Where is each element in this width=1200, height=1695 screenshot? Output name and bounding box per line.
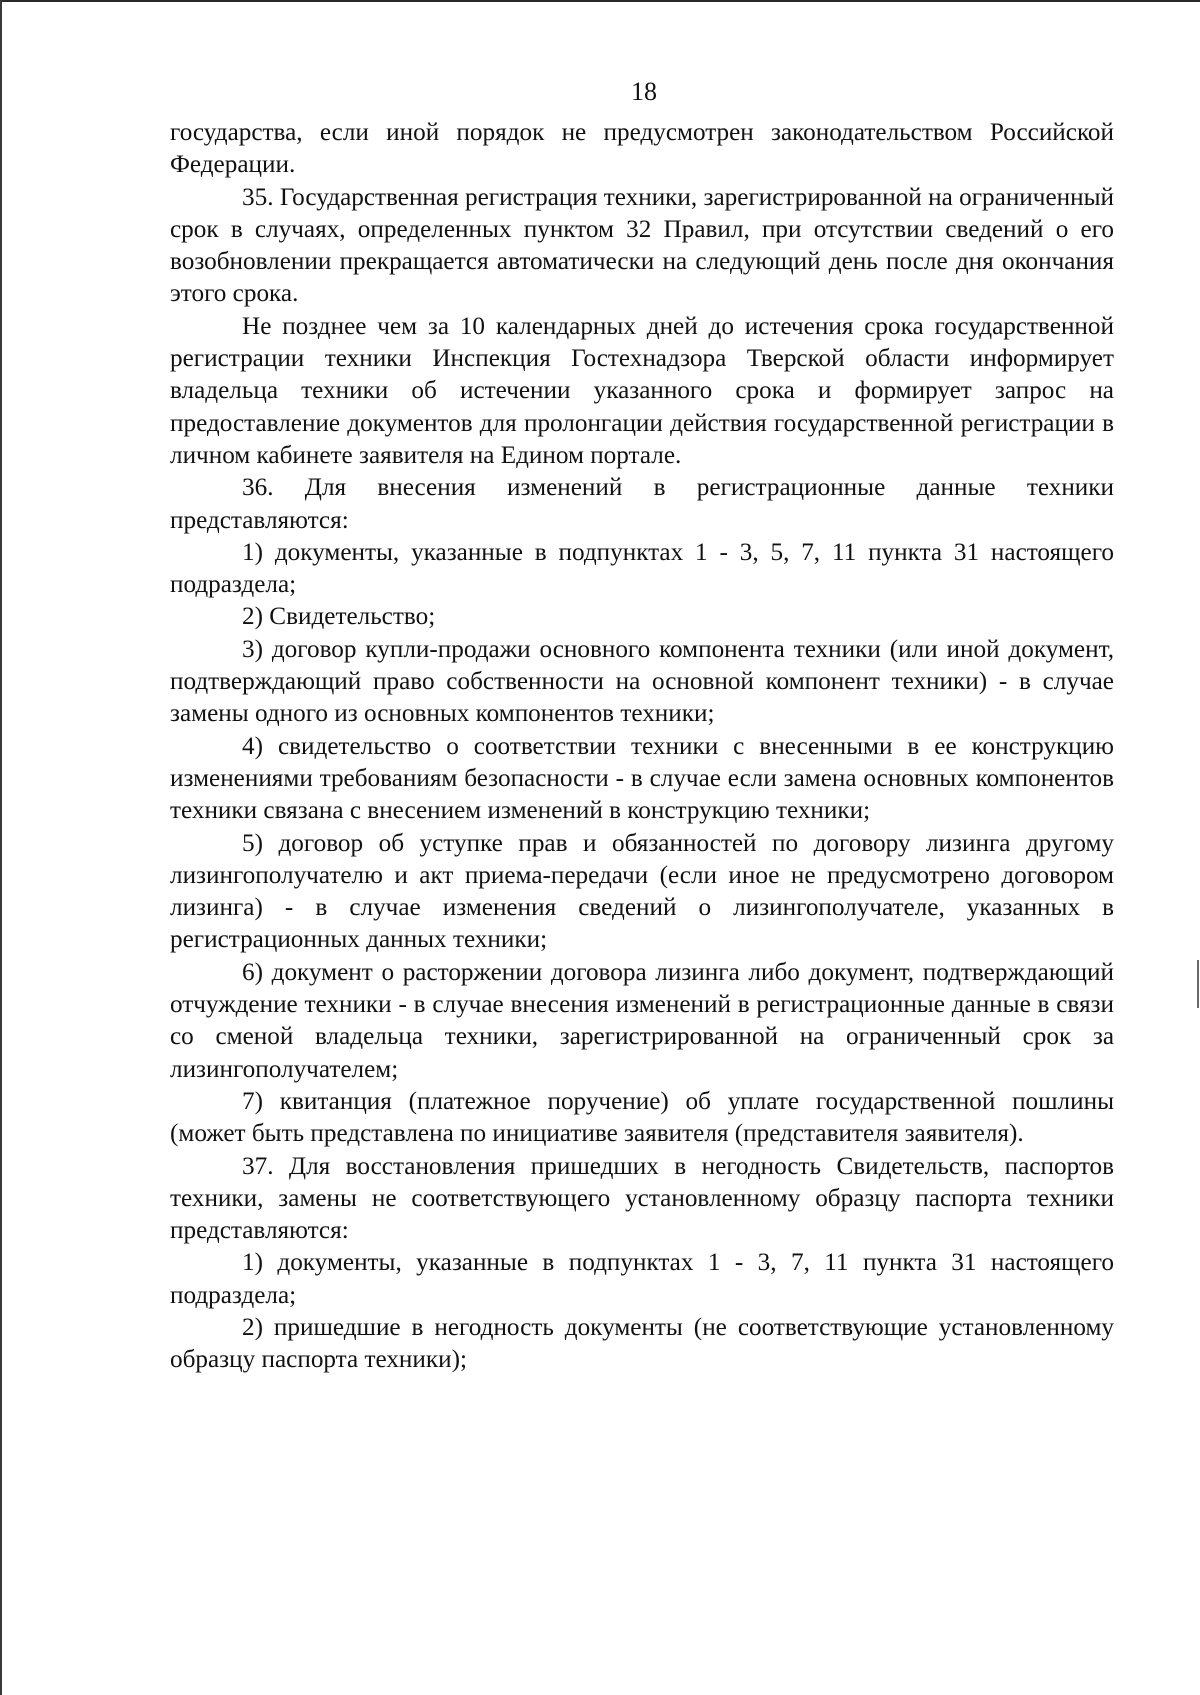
list-item-36-5: 5) договор об уступке прав и обязанностей по договору лизинга другому лизингополучателю и акт приема-передачи (если иное не предусмотрено договором лизинга) - в случае изменения сведений о лизингополучателе, указанных в регистрационных данных техники; (170, 829, 1114, 954)
document-body (170, 117, 1114, 1377)
paragraph-item-36: 36. Для внесения изменений в регистрационные данные техники представляются: (170, 474, 1114, 534)
list-item-36-1: 1) документы, указанные в подпунктах 1 - 3, 5, 7, 11 пункта 31 настоящего подраздела; (170, 538, 1114, 599)
list-item-37-2: 2) пришедшие в негодность документы (не соответствующие установленному образцу паспорта техники); (170, 1313, 1114, 1374)
list-item-36-4: 4) свидетельство о соответствии техники с внесенными в ее конструкцию изменениями требованиям безопасности - в случае если замена основных компонентов техники связана с внесением изменений в конструкцию техники; (170, 732, 1114, 825)
list-item-36-7: 7) квитанция (платежное поручение) об уплате государственной пошлины (может быть представлена по инициативе заявителя (представителя заявителя). (170, 1087, 1114, 1148)
list-item-36-6: 6) документ о расторжении договора лизинга либо документ, подтверждающий отчуждение техники - в случае внесения изменений в регистрационные данные в связи со сменой владельца техники, зарегистрированной на ограниченный срок за лизингополучателем; (170, 958, 1114, 1083)
paragraph-notice: Не позднее чем за 10 календарных дней до истечения срока государственной регистрации техники Инспекция Гостехнадзора Тверской области информирует владельца техники об истечении указанного срока и формирует запрос на предоставление документов для пролонгации действия государственной регистрации в личном кабинете заявителя на Едином портале. (170, 312, 1114, 469)
paragraph-item-35: 35. Государственная регистрация техники, зарегистрированной на ограниченный срок в случаях, определенных пунктом 32 Правил, при отсутствии сведений о его возобновлении прекращается автоматически на следующий день после дня окончания этого срока. (170, 183, 1114, 308)
scan-mark-right (1197, 960, 1199, 1008)
page-number: 18 (631, 77, 657, 106)
scan-edge-top (0, 0, 1200, 2)
paragraph-item-37: 37. Для восстановления пришедших в негодность Свидетельств, паспортов техники, замены не соответствующего установленному образцу паспорта техники представляются: (170, 1152, 1114, 1245)
paragraph-continuation: государства, если иной порядок не предусмотрен законодательством Российской Федерации. (170, 119, 1114, 179)
list-item-36-2: 2) Свидетельство; (242, 603, 436, 631)
list-item-36-3: 3) договор купли-продажи основного компонента техники (или иной документ, подтверждающий право собственности на основной компонент техники) - в случае замены одного из основных компонентов техники; (170, 635, 1114, 728)
list-item-37-1: 1) документы, указанные в подпунктах 1 - 3, 7, 11 пункта 31 настоящего подраздела; (170, 1249, 1114, 1309)
scan-edge-left (0, 0, 2, 1695)
